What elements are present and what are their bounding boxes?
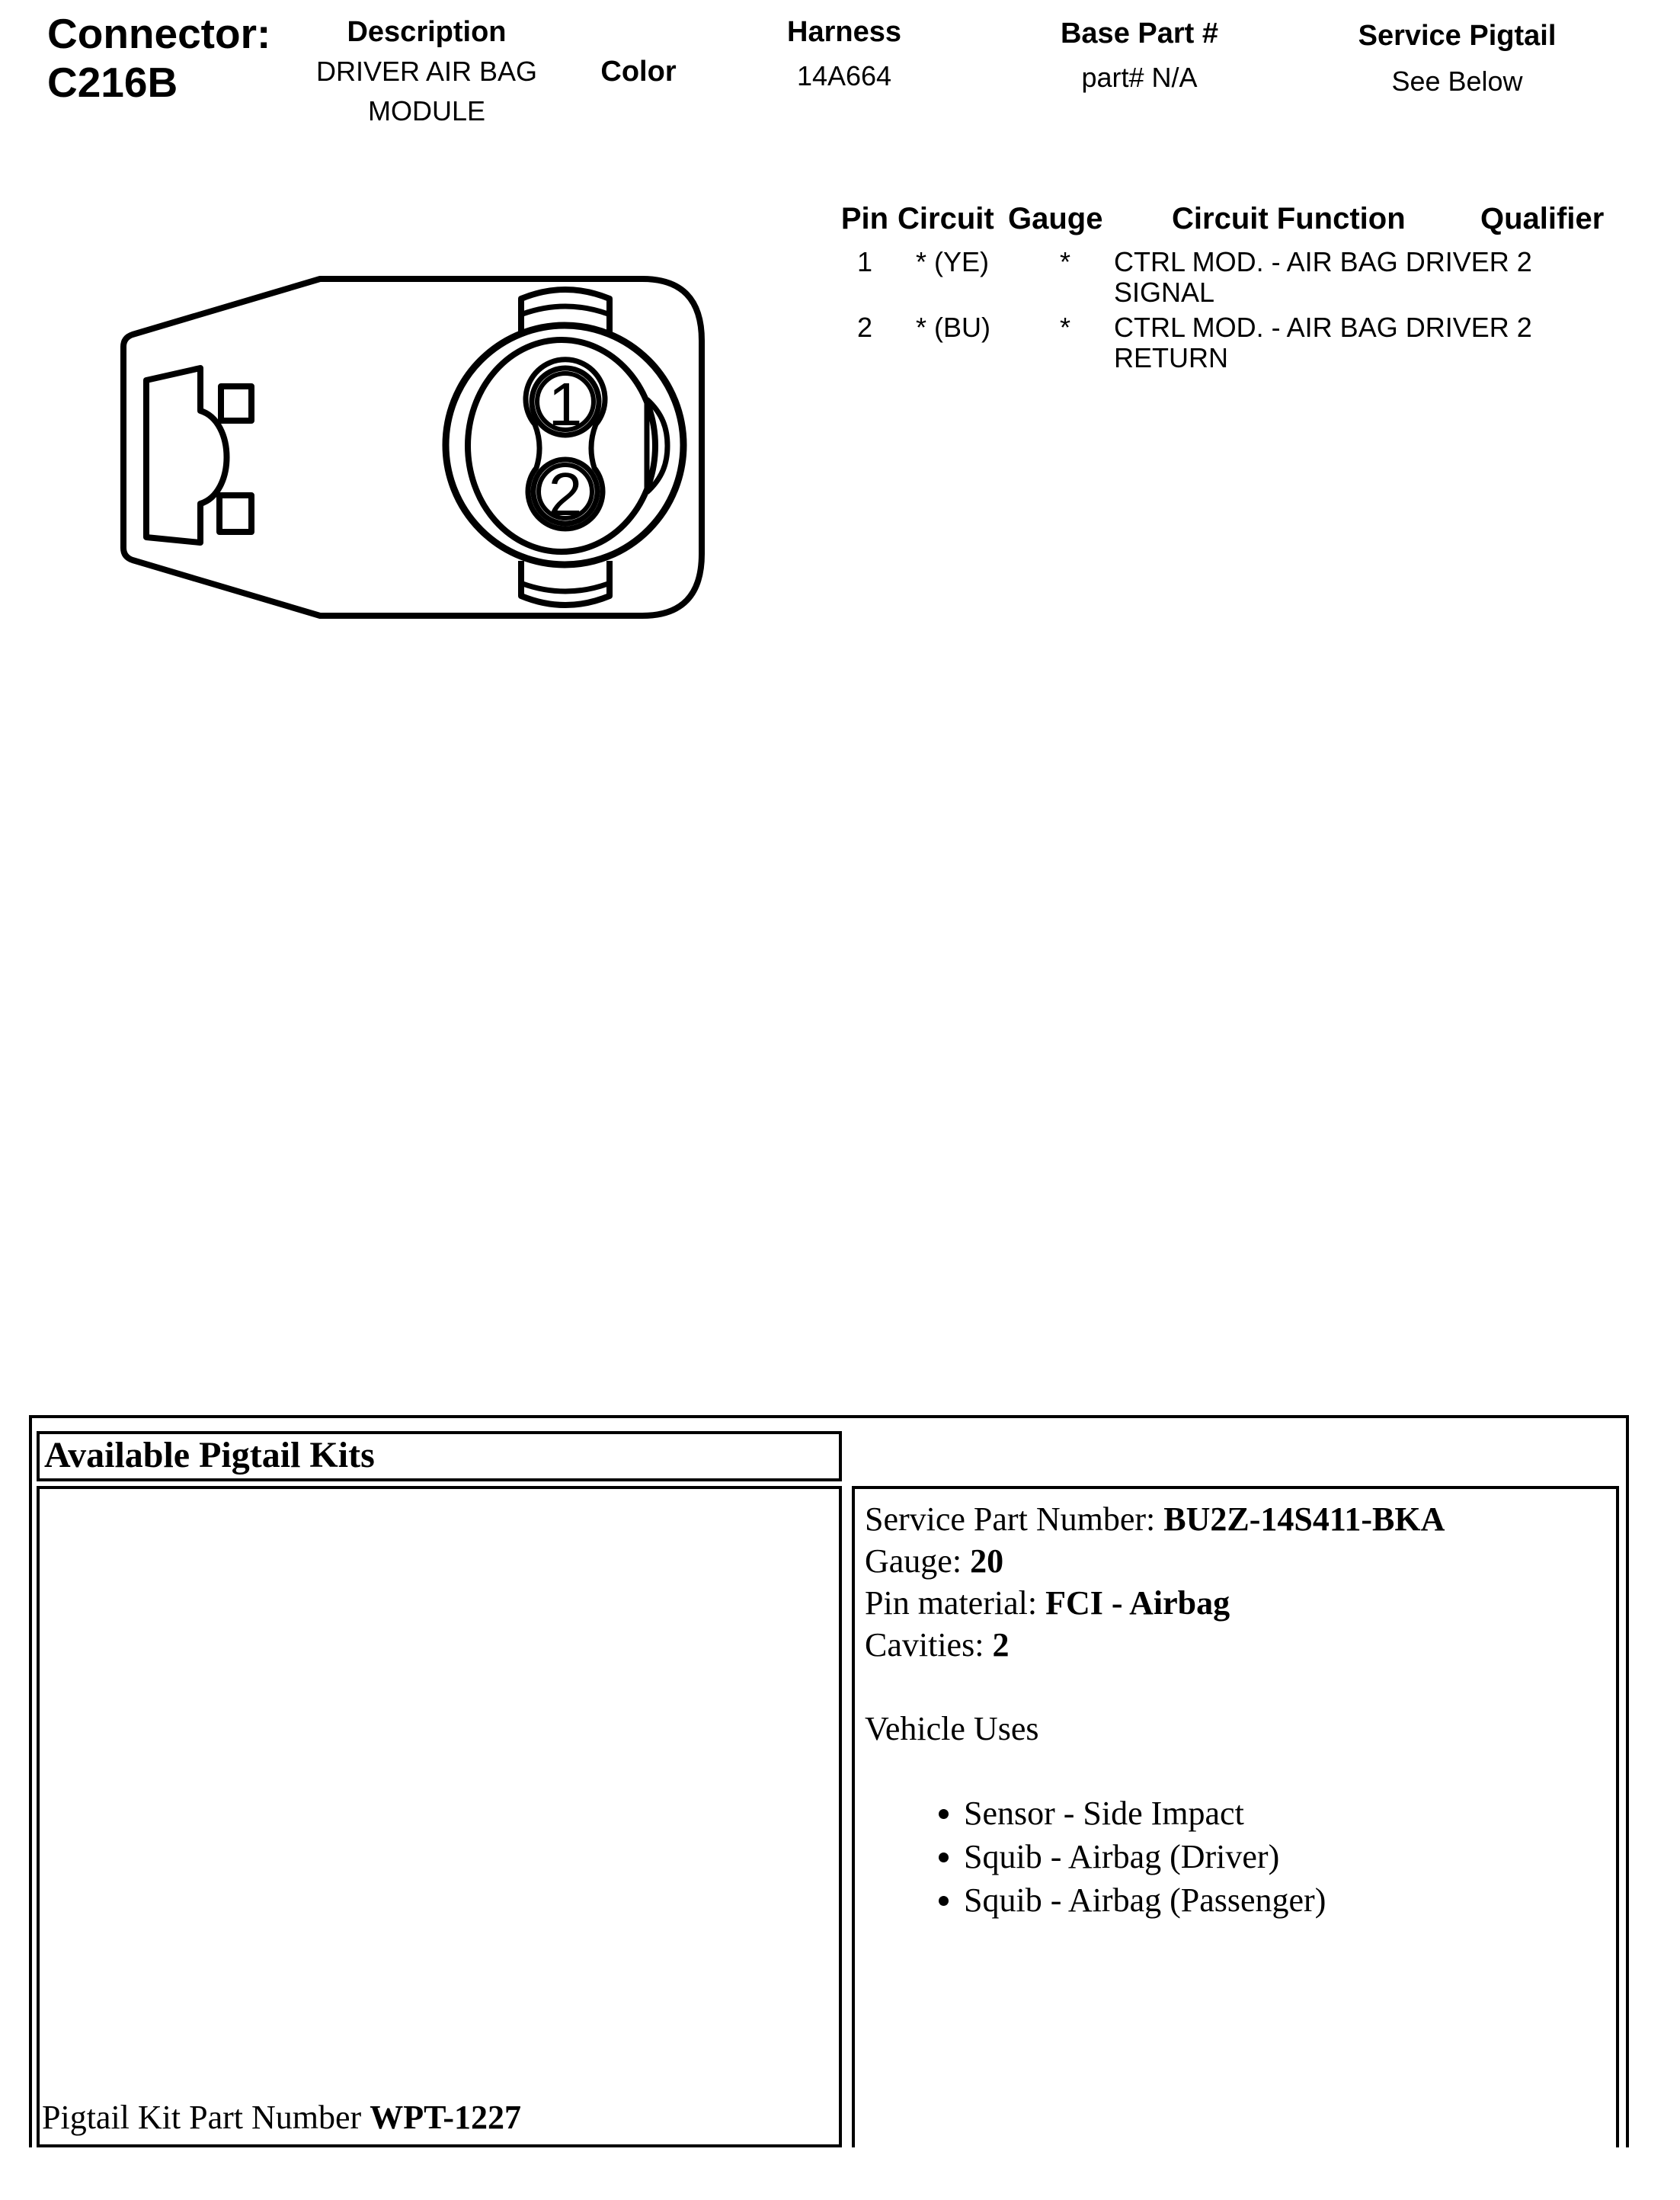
service-pigtail-column (1341, 16, 1573, 101)
vehicle-use-item: • Squib - Airbag (Passenger) (964, 1878, 1608, 1922)
circuit-function-cell: CTRL MOD. - AIR BAG DRIVER 2 RETURN (1114, 312, 1532, 373)
top-latch-tab-inner-line (523, 306, 608, 314)
pin-table-header-pin: Pin (840, 202, 889, 235)
pin-number-cell: 1 (856, 246, 873, 277)
harness-column (768, 12, 920, 96)
pin2-label: 2 (548, 460, 583, 528)
pigtail-kit-part-number-line (42, 2098, 521, 2137)
service-part-number-value: BU2Z-14S411-BKA (1163, 1500, 1445, 1538)
pin-table-header-circuit: Circuit (898, 202, 994, 235)
vehicle-uses-list (865, 1792, 1608, 1922)
service-pigtail-label: Service Pigtail (1358, 20, 1557, 52)
vehicle-uses-heading: Vehicle Uses (865, 1710, 1039, 1747)
pigtail-kits-title: Available Pigtail Kits (44, 1435, 375, 1475)
retainer-bracket (146, 368, 227, 543)
cavities-label: Cavities: (865, 1626, 984, 1664)
pin-material-line (865, 1582, 1608, 1624)
bracket-slot-upper (221, 386, 251, 421)
pin-material-value: FCI - Airbag (1045, 1584, 1230, 1622)
pin-material-label: Pin material: (865, 1584, 1038, 1622)
connector-body-outline (123, 279, 702, 616)
cavities-value: 2 (992, 1626, 1010, 1664)
base-part-value: part# N/A (1081, 62, 1198, 93)
pigtail-kit-image-cell (37, 1486, 842, 2147)
gauge-label: Gauge: (865, 1542, 962, 1580)
gauge-cell: * (1059, 312, 1070, 343)
description-column (297, 12, 556, 131)
gauge-cell: * (1059, 246, 1070, 277)
base-part-column (1023, 14, 1256, 98)
pigtail-kit-part-number-label: Pigtail Kit Part Number (42, 2099, 362, 2136)
pigtail-kits-title-cell (37, 1431, 842, 1481)
connector-face-diagram (107, 267, 716, 625)
vehicle-use-item: • Squib - Airbag (Driver) (964, 1835, 1608, 1878)
service-pigtail-value: See Below (1391, 66, 1523, 97)
harness-value: 14A664 (796, 60, 892, 91)
description-value: DRIVER AIR BAG MODULE (315, 56, 538, 126)
connector-label: Connector: (47, 10, 271, 57)
circuit-function-cell: CTRL MOD. - AIR BAG DRIVER 2 SIGNAL (1114, 246, 1532, 308)
pigtail-kit-details-cell (852, 1486, 1619, 2147)
pigtail-kit-part-number-value: WPT-1227 (370, 2099, 522, 2136)
harness-label: Harness (787, 16, 901, 48)
pin-table-header-function: Circuit Function (1172, 202, 1406, 235)
color-column (581, 52, 696, 91)
circuit-cell: * (YE) (916, 246, 990, 277)
pin-number-cell: 2 (856, 312, 873, 343)
vehicle-use-item: • Sensor - Side Impact (964, 1792, 1608, 1835)
pin-table-header-gauge: Gauge (1008, 202, 1103, 235)
cavities-line (865, 1624, 1608, 1666)
pin-table-header-qualifier: Qualifier (1480, 202, 1605, 235)
pin1-label: 1 (548, 370, 583, 438)
service-part-number-label: Service Part Number: (865, 1500, 1156, 1538)
description-label: Description (347, 16, 507, 48)
service-part-number-line (865, 1498, 1608, 1540)
gauge-line (865, 1540, 1608, 1582)
circuit-cell: * (BU) (916, 312, 990, 343)
color-label: Color (600, 56, 677, 88)
bottom-latch-tab-inner-line (523, 584, 608, 591)
base-part-label: Base Part # (1060, 18, 1218, 50)
gauge-value: 20 (970, 1542, 1004, 1580)
connector-title (47, 9, 270, 107)
bracket-slot-lower (219, 495, 251, 532)
connector-id: C216B (47, 59, 178, 106)
